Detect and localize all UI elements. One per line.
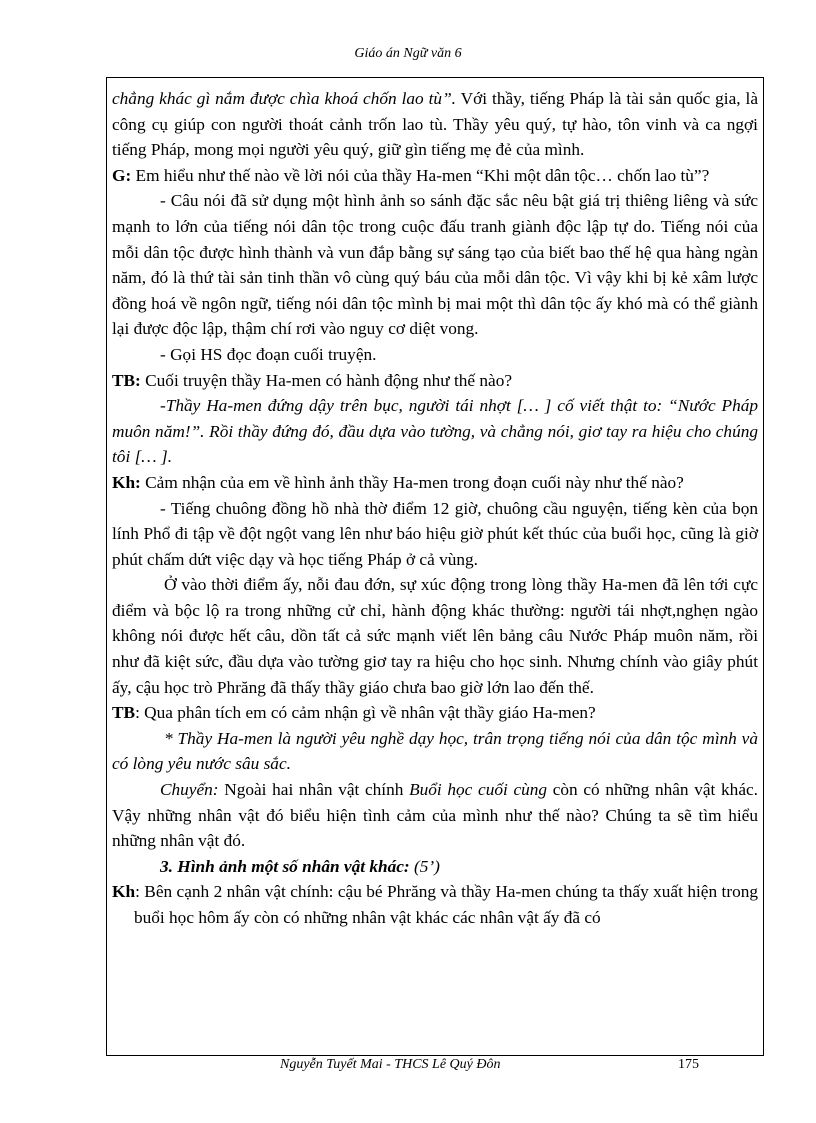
question-5 [112,879,758,930]
question-3-label: Kh: [112,472,141,492]
paragraph-1-text: Với thầy, tiếng Pháp là tài sản quốc gia, là công cụ giúp con người thoát cảnh trốn lao tù. Thầy yêu quý, tự hào, tôn vinh và ca ngợi tiếng Pháp, mong mọi người yêu quý, giữ gìn tiếng mẹ đẻ của mình. [112,89,758,160]
question-2-label: TB: [112,370,141,390]
question-5-text: : Bên cạnh 2 nhân vật chính: cậu bé Phrăng và thầy Ha-men chúng ta thấy xuất hiện trong buổi học hôm ấy còn có những nhân vật khác các nhân vật ấy đã có [134,882,758,927]
question-1 [112,163,758,189]
story-title: Buổi học cuối cùng [409,780,548,800]
question-2-text: Cuối truyện thầy Ha-men có hành động như thế nào? [140,370,513,390]
answer-3: - Tiếng chuông đồng hồ nhà thờ điểm 12 giờ, chuông cầu nguyện, tiếng kèn của bọn lính Phổ đi tập về đột ngột vang lên như báo hiệu giờ phút kết thúc của buổi học, cũng là giờ phút chấm dứt việc dạy và học tiếng Pháp ở cả vùng. [112,498,758,569]
question-4 [112,700,758,726]
instruction: - Gọi HS đọc đoạn cuối truyện. [160,344,377,364]
section-heading [112,854,758,880]
question-1-text: Em hiểu như thế nào về lời nói của thầy Ha-men “Khi một dân tộc… chốn lao tù”? [131,165,710,185]
running-header: Giáo án Ngữ văn 6 [354,46,462,61]
question-4-label: TB [112,703,136,723]
answer-4: * Thầy Ha-men là người yêu nghề dạy học, trân trọng tiếng nói của dân tộc mình và có lòng yêu nước sâu sắc. [112,728,758,774]
answer-2: -Thầy Ha-men đứng dậy trên bục, người tái nhợt [… ] cố viết thật to: “Nước Pháp muôn năm!”. Rồi thầy đứng đó, đầu dựa vào tường, và chẳng nói, giơ tay ra hiệu cho chúng tôi [… ]. [112,396,758,467]
transition-label: Chuyển: [160,780,219,800]
quote-end: chẳng khác gì nắm được chìa khoá chốn lao tù”. [112,89,456,108]
answer-3b: Ở vào thời điểm ấy, nỗi đau đớn, sự xúc động trong lòng thầy Ha-men đã lên tới cực điểm và bộc lộ ra trong những cử chỉ, hành động khác thường: người tái nhợt,nghẹn ngào không nói được hết câu, dồn tất cả sức mạnh viết lên bảng câu Nước Pháp muôn năm, rồi như đã kiệt sức, đầu dựa vào tường giơ tay ra hiệu cho học sinh. Nhưng chính vào giây phút ấy, cậu học trò Phrăng đã thấy thầy giáo chưa bao giờ lớn lao đến thế. [112,575,758,697]
lesson-content [112,86,758,931]
question-3-text: Cảm nhận của em về hình ảnh thầy Ha-men trong đoạn cuối này như thế nào? [140,472,684,492]
question-5-label: Kh [112,882,136,902]
page-number: 175 [678,1057,699,1072]
question-3 [112,470,758,496]
question-1-label: G: [112,165,132,185]
section-heading-text: 3. Hình ảnh một số nhân vật khác: [160,856,410,876]
transition-text-2: còn có những nhân vật khác. Vậy những nhân vật đó biểu hiện tình cảm của mình như thế nào? Chúng ta sẽ tìm hiểu những nhân vật đó. [112,780,758,851]
question-4-text: : Qua phân tích em có cảm nhận gì về nhân vật thầy giáo Ha-men? [135,703,596,723]
footer-author: Nguyễn Tuyết Mai - THCS Lê Quý Đôn [280,1057,501,1072]
answer-1: - Câu nói đã sử dụng một hình ảnh so sánh đặc sắc nêu bật giá trị thiêng liêng và sức mạnh to lớn của tiếng nói dân tộc trong cuộc đấu tranh giành độc lập tự do. Tiếng nói của mỗi dân tộc được hình thành và vun đắp bằng sự sáng tạo của biết bao thế hệ qua hàng ngàn năm, đó là thứ tài sản tinh thần vô cùng quý báu của mỗi dân tộc. Vì vậy khi bị kẻ xâm lược đồng hoá về ngôn ngữ, tiếng nói dân tộc mình bị mai một thì dân tộc ấy khó mà có thể giành lại được độc lập, thậm chí rơi vào nguy cơ diệt vong. [112,191,758,339]
transition [112,777,758,854]
paragraph-1 [112,86,758,163]
transition-text-1: Ngoài hai nhân vật chính [218,780,410,800]
question-2 [112,368,758,394]
section-heading-time: (5’) [409,856,440,876]
